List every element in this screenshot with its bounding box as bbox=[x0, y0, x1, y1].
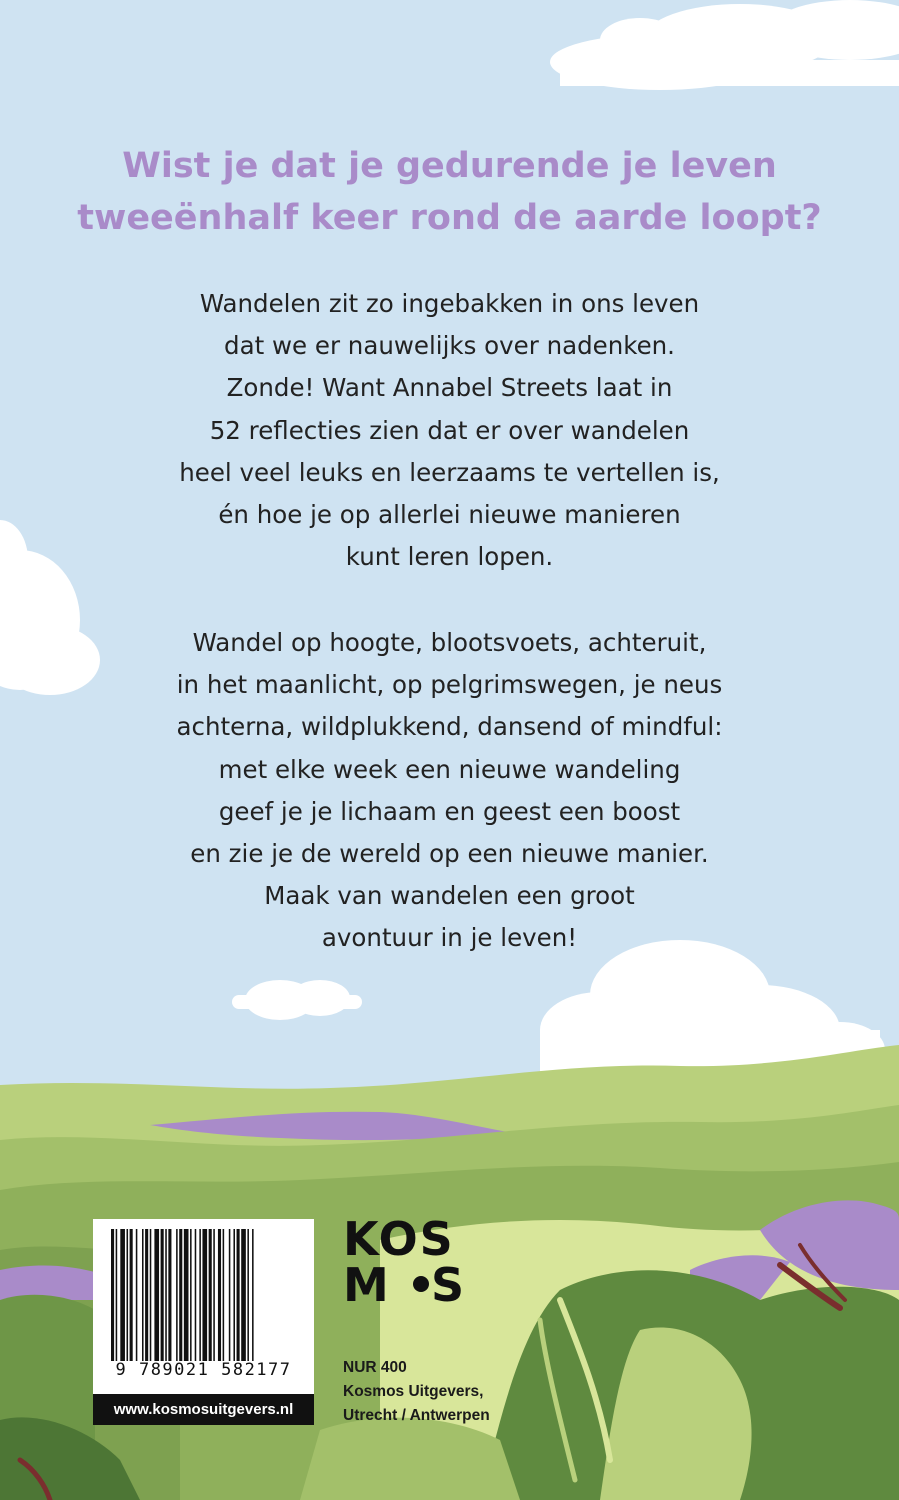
barcode-bar bbox=[199, 1229, 201, 1361]
barcode-box bbox=[93, 1219, 314, 1425]
body-paragraph bbox=[0, 622, 899, 960]
intro-paragraph bbox=[0, 283, 899, 578]
barcode-bar bbox=[127, 1229, 129, 1361]
body-line: met elke week een nieuwe wandeling bbox=[218, 754, 681, 784]
barcode-bar bbox=[229, 1229, 231, 1361]
body-line: achterna, wildplukkend, dansend of mindful: bbox=[176, 712, 723, 742]
barcode-bar bbox=[176, 1229, 178, 1361]
barcode-bar bbox=[213, 1229, 215, 1361]
barcode-bar bbox=[150, 1229, 152, 1361]
barcode-bar bbox=[130, 1229, 133, 1361]
intro-line: Wandelen zit zo ingebakken in ons leven bbox=[199, 289, 700, 318]
barcode-bar bbox=[195, 1229, 197, 1361]
barcode-bar bbox=[202, 1229, 207, 1361]
barcode-bar bbox=[161, 1229, 164, 1361]
barcode-bar bbox=[136, 1229, 138, 1361]
barcode-bar bbox=[241, 1229, 246, 1361]
kosmos-logo bbox=[343, 1215, 473, 1310]
publisher-info bbox=[343, 1356, 490, 1428]
headline-line: Wist je dat je gedurende je leven bbox=[122, 146, 777, 186]
body-line: Wandel op hoogte, blootsvoets, achteruit, bbox=[192, 628, 707, 657]
barcode-bar bbox=[120, 1229, 125, 1361]
isbn-number: 9 789021 582177 bbox=[115, 1360, 292, 1380]
intro-line: 52 reflecties zien dat er over wandelen bbox=[209, 415, 690, 445]
barcode-bar bbox=[184, 1229, 189, 1361]
barcode-bar bbox=[168, 1229, 171, 1361]
intro-line: Zonde! Want Annabel Streets laat in bbox=[226, 373, 673, 403]
barcode-bar bbox=[223, 1229, 225, 1361]
intro-line: dat we er nauwelijks over nadenken. bbox=[224, 331, 675, 361]
barcode-bar bbox=[165, 1229, 167, 1361]
barcode-bar bbox=[142, 1229, 144, 1361]
barcode-bar bbox=[111, 1229, 114, 1361]
body-line: avontuur in je leven! bbox=[321, 923, 578, 953]
headline bbox=[0, 140, 899, 244]
barcode-bar bbox=[179, 1229, 182, 1361]
barcode-bars bbox=[111, 1229, 296, 1361]
nur-code: NUR 400 bbox=[343, 1359, 407, 1376]
barcode-bar bbox=[209, 1229, 212, 1361]
intro-line: heel veel leuks en leerzaams te vertellen is, bbox=[179, 457, 720, 487]
publisher-location: Utrecht / Antwerpen bbox=[343, 1407, 490, 1424]
barcode-bar bbox=[233, 1229, 235, 1361]
barcode-bar bbox=[116, 1229, 118, 1361]
barcode-bar bbox=[247, 1229, 249, 1361]
logo-text-top: KOS bbox=[343, 1215, 455, 1266]
barcode-bar bbox=[154, 1229, 159, 1361]
logo-text-s: S bbox=[431, 1258, 465, 1310]
barcode-bar bbox=[237, 1229, 240, 1361]
barcode-bar bbox=[145, 1229, 148, 1361]
barcode-bar bbox=[190, 1229, 192, 1361]
body-line: en zie je de wereld op een nieuwe manier. bbox=[190, 839, 709, 869]
headline-line: tweeënhalf keer rond de aarde loopt? bbox=[77, 198, 822, 238]
intro-line: kunt leren lopen. bbox=[345, 542, 554, 572]
body-line: geef je je lichaam en geest een boost bbox=[218, 796, 681, 826]
barcode-bar bbox=[252, 1229, 254, 1361]
publisher-name: Kosmos Uitgevers, bbox=[343, 1383, 484, 1400]
body-line: Maak van wandelen een groot bbox=[264, 881, 635, 911]
logo-dot-icon bbox=[413, 1276, 429, 1292]
website-url: www.kosmosuitgevers.nl bbox=[93, 1394, 314, 1425]
logo-text-m: M bbox=[343, 1258, 389, 1310]
body-line: in het maanlicht, op pelgrimswegen, je neus bbox=[176, 670, 723, 700]
intro-line: én hoe je op allerlei nieuwe manieren bbox=[218, 500, 681, 530]
barcode-bar bbox=[218, 1229, 221, 1361]
